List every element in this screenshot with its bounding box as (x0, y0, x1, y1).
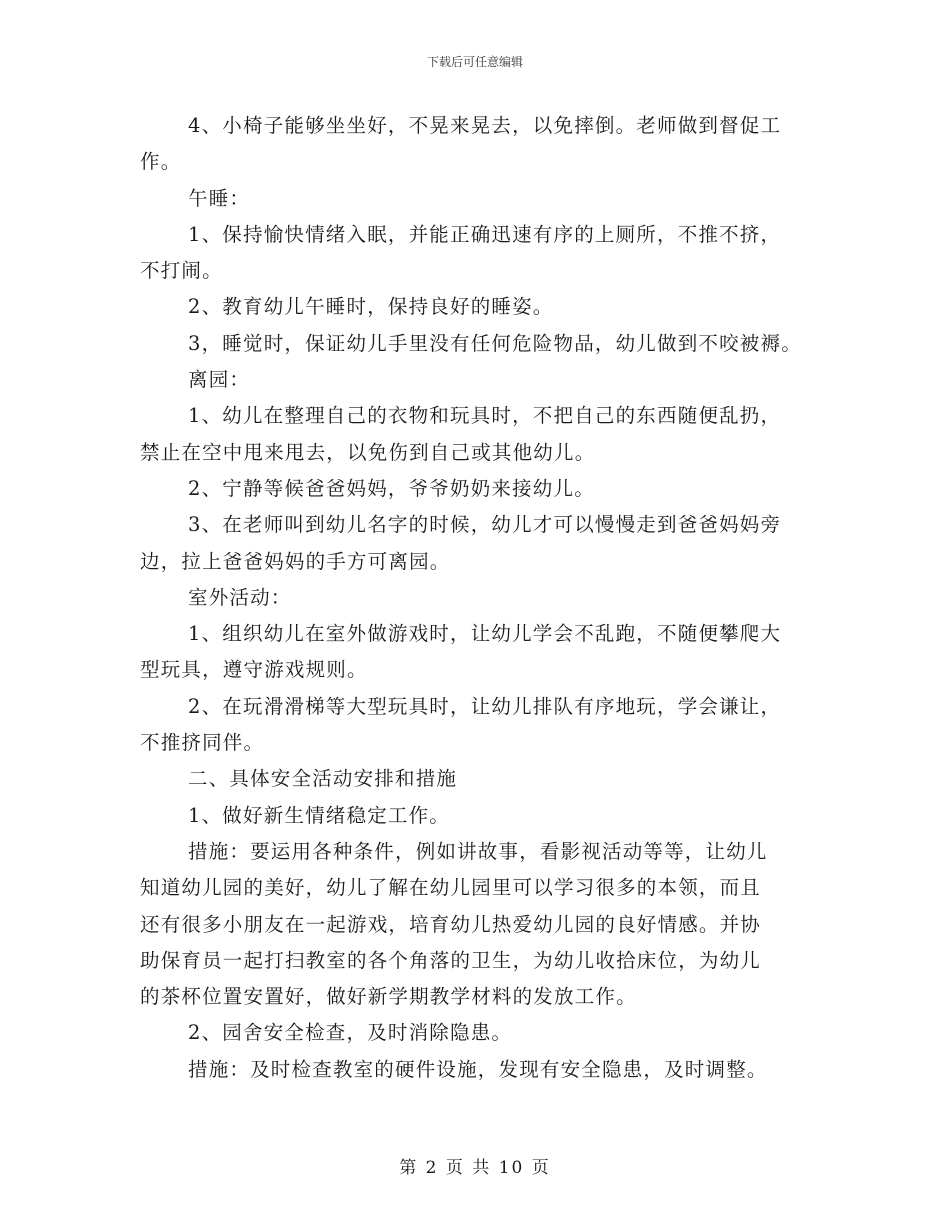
text-line: 边，拉上爸爸妈妈的手方可离园。 (140, 549, 451, 573)
text-line: 2、在玩滑滑梯等大型玩具时，让幼儿排队有序地玩，学会谦让， (188, 694, 782, 718)
text-line: 不打闹。 (140, 259, 223, 283)
text-line: 午睡： (188, 186, 251, 210)
text-line: 2、教育幼儿午睡时，保持良好的睡姿。 (188, 295, 554, 319)
text-line: 3、在老师叫到幼儿名字的时候，幼儿才可以慢慢走到爸爸妈妈旁 (188, 513, 782, 537)
text-line: 知道幼儿园的美好，幼儿了解在幼儿园里可以学习很多的本领，而且 (140, 876, 762, 900)
page-number: 第 2 页 共 10 页 (399, 1158, 551, 1178)
text-line: 助保育员一起打扫教室的各个角落的卫生，为幼儿收拾床位，为幼儿 (140, 948, 762, 972)
text-line: 的茶杯位置安置好，做好新学期教学材料的发放工作。 (140, 985, 637, 1009)
text-line: 1、幼儿在整理自己的衣物和玩具时，不把自己的东西随便乱扔， (188, 404, 782, 428)
text-line: 还有很多小朋友在一起游戏，培育幼儿热爱幼儿园的良好情感。并协 (140, 912, 762, 936)
text-line: 2、园舍安全检查，及时消除隐患。 (188, 1021, 513, 1045)
text-line: 室外活动： (188, 585, 292, 609)
text-line: 2、宁静等候爸爸妈妈，爷爷奶奶来接幼儿。 (188, 476, 595, 500)
page-header: 下载后可任意编辑 (426, 55, 523, 69)
text-line: 措施：及时检查教室的硬件设施，发现有安全隐患，及时调整。 (188, 1057, 768, 1081)
text-line: 措施：要运用各种条件，例如讲故事，看影视活动等等，让幼儿 (188, 839, 768, 863)
text-line: 二、具体安全活动安排和措施 (188, 767, 458, 791)
text-line: 离园： (188, 368, 251, 392)
text-line: 不推挤同伴。 (140, 731, 265, 755)
text-line: 1、组织幼儿在室外做游戏时，让幼儿学会不乱跑，不随便攀爬大 (188, 622, 782, 646)
text-line: 型玩具，遵守游戏规则。 (140, 658, 368, 682)
text-line: 4、小椅子能够坐坐好，不晃来晃去，以免摔倒。老师做到督促工 (188, 114, 782, 137)
text-line: 1、保持愉快情绪入眠，并能正确迅速有序的上厕所，不推不挤， (188, 222, 782, 246)
text-line: 作。 (140, 150, 182, 174)
text-line: 禁止在空中甩来甩去，以免伤到自己或其他幼儿。 (140, 440, 596, 464)
document-body (140, 108, 820, 1088)
text-line: 3，睡觉时，保证幼儿手里没有任何危险物品，幼儿做到不咬被褥。 (188, 331, 802, 355)
text-line: 1、做好新生情绪稳定工作。 (188, 803, 451, 827)
